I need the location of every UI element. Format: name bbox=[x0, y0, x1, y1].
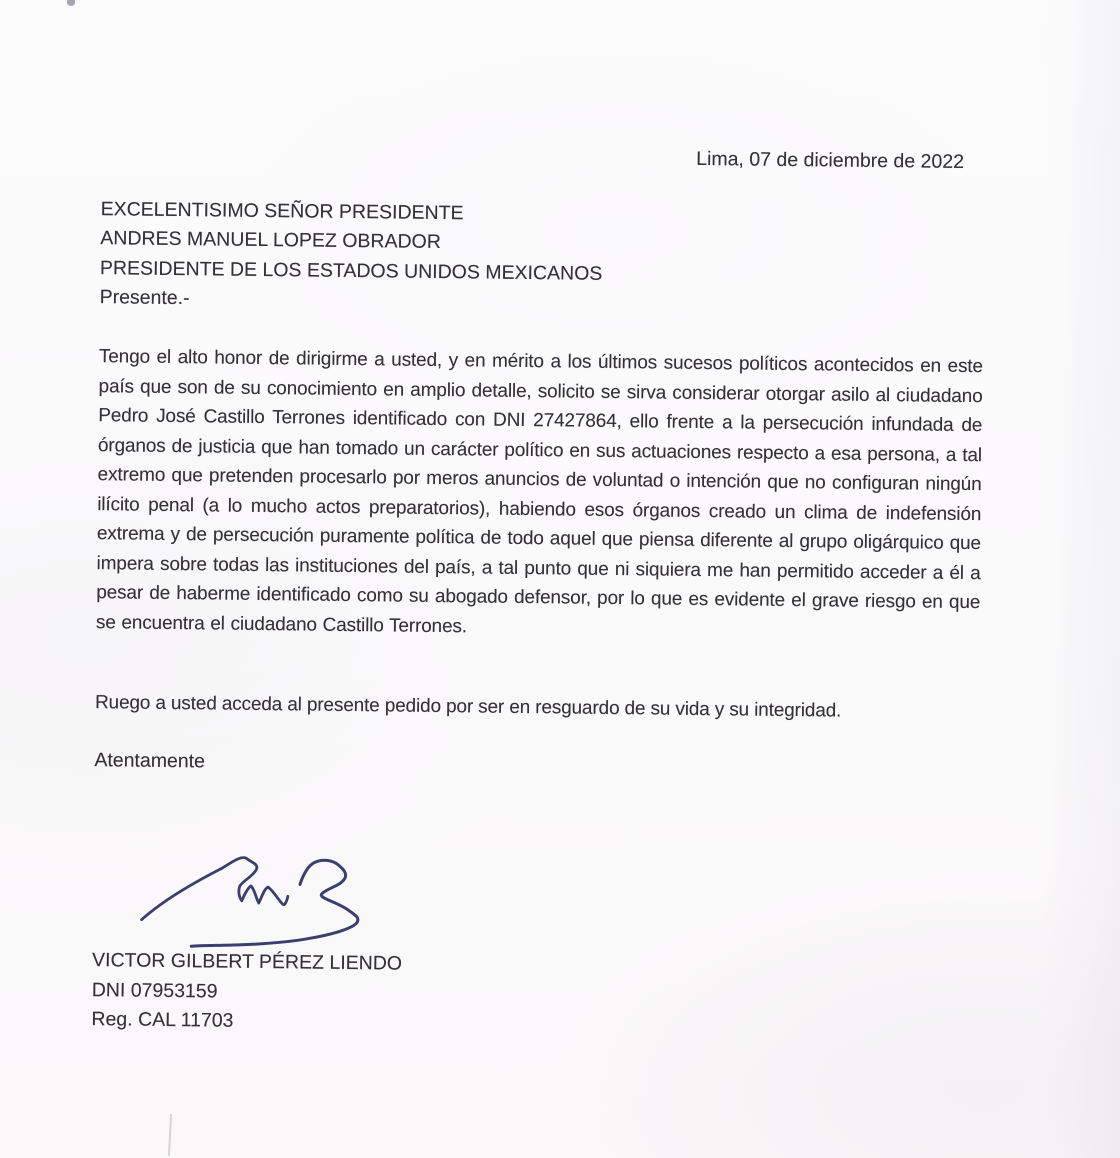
date-line: Lima, 07 de diciembre de 2022 bbox=[696, 147, 965, 173]
recipient-block bbox=[99, 195, 603, 318]
signer-dni: DNI 07953159 bbox=[91, 978, 218, 1003]
signer-registration: Reg. CAL 11703 bbox=[91, 1008, 234, 1032]
closing-salutation: Atentamente bbox=[94, 749, 206, 773]
recipient-line-honorific: EXCELENTISIMO SEÑOR PRESIDENTE bbox=[100, 198, 464, 225]
recipient-line-presente: Presente.- bbox=[99, 286, 190, 310]
letter-body-paragraph-2: Ruego a usted acceda al presente pedido por ser en resguardo de su vida y su integridad. bbox=[94, 692, 842, 722]
signer-block bbox=[91, 946, 402, 1038]
handwritten-signature-icon bbox=[134, 852, 375, 960]
letter-body-paragraph-1: Tengo el alto honor de dirigirme a usted, y en mérito a los últimos sucesos políticos acontecidos en este país que son de su conocimiento en amplio detalle, solicito se sirva considerar otorgar asilo al ciudadano Pedro José Castillo Terrones identificado con DNI 27427864, ello frente a la persecución infundada de órganos de justicia que han tomado un carácter político en sus actuaciones respecto a esa persona, a tal extremo que pretenden procesarlo por meros anuncios de voluntad o intención que no configuran ningún ilícito penal (a lo mucho actos preparatorios), habiendo esos órganos creado un clima de indefensión extrema y de persecución puramente política de todo aquel que piensa diferente al grupo oligárquico que impera sobre todas las instituciones del país, a tal punto que ni siquiera me han permitido acceder a él a pesar de haberme identificado como su abogado defensor, por lo que es evidente el grave riesgo en que se encuentra el ciudadano Castillo Terrones. bbox=[95, 346, 984, 637]
signature-stroke-initials bbox=[142, 856, 289, 921]
recipient-line-name: ANDRES MANUEL LOPEZ OBRADOR bbox=[100, 227, 441, 254]
recipient-line-title: PRESIDENTE DE LOS ESTADOS UNIDOS MEXICANOS bbox=[99, 256, 603, 285]
signer-name: VICTOR GILBERT PÉREZ LIENDO bbox=[91, 949, 403, 975]
